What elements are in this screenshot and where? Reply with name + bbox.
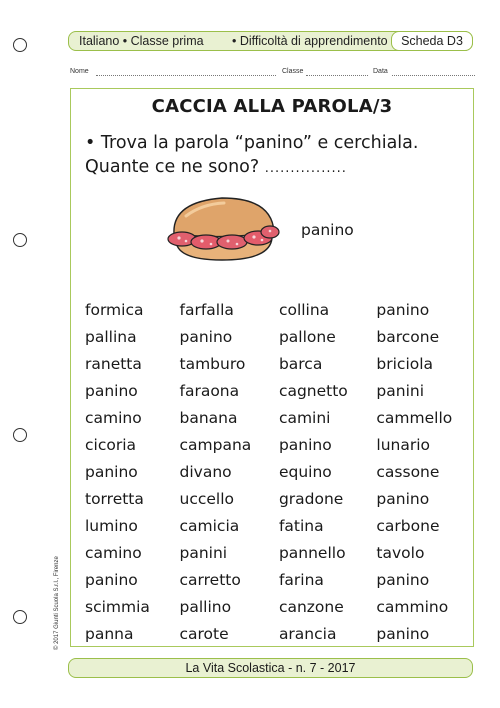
exercise-title: CACCIA ALLA PAROLA/3	[151, 96, 393, 117]
sheet-id-tag: Scheda D3	[391, 31, 473, 51]
word-cell[interactable]: banana	[179, 408, 238, 427]
word-cell[interactable]: farina	[278, 570, 324, 589]
word-cell[interactable]: ranetta	[85, 354, 142, 373]
word-cell[interactable]: carretto	[179, 570, 241, 589]
word-cell[interactable]: panini	[376, 381, 425, 400]
word-cell[interactable]: collina	[278, 300, 330, 319]
word-row	[85, 593, 465, 620]
word-cell[interactable]: cassone	[376, 462, 440, 481]
word-cell[interactable]: fatina	[278, 516, 324, 535]
student-info-row	[70, 66, 475, 80]
word-cell[interactable]: panino	[376, 489, 430, 508]
word-cell[interactable]: panino	[376, 570, 430, 589]
word-cell[interactable]: panini	[179, 543, 228, 562]
name-label: Nome	[70, 68, 89, 75]
word-cell[interactable]: faraona	[179, 381, 240, 400]
word-cell[interactable]: barcone	[376, 327, 440, 346]
word-cell[interactable]: campana	[179, 435, 252, 454]
word-cell[interactable]: arancia	[278, 624, 337, 643]
word-cell[interactable]: briciola	[376, 354, 434, 373]
worksheet-header	[68, 31, 473, 51]
word-cell[interactable]: cammello	[376, 408, 453, 427]
date-label: Data	[373, 68, 388, 75]
word-cell[interactable]: lumino	[85, 516, 138, 535]
word-cell[interactable]: camino	[85, 543, 142, 562]
word-cell[interactable]: cagnetto	[278, 381, 348, 400]
subject-label: Italiano • Classe prima	[79, 34, 204, 48]
word-cell[interactable]: panna	[85, 624, 134, 643]
word-cell[interactable]: tavolo	[376, 543, 425, 562]
word-cell[interactable]: uccello	[179, 489, 234, 508]
name-field[interactable]	[96, 67, 276, 76]
word-row	[85, 323, 465, 350]
word-cell[interactable]: farfalla	[179, 300, 234, 319]
word-cell[interactable]: scimmia	[85, 597, 150, 616]
word-cell[interactable]: camicia	[179, 516, 240, 535]
word-cell[interactable]: cicoria	[85, 435, 137, 454]
word-cell[interactable]: panino	[85, 462, 138, 481]
word-cell[interactable]: panino	[85, 570, 138, 589]
word-row	[85, 620, 465, 647]
word-cell[interactable]: equino	[278, 462, 332, 481]
word-row	[85, 458, 465, 485]
word-cell[interactable]: divano	[179, 462, 232, 481]
word-cell[interactable]: panino	[376, 624, 430, 643]
word-cell[interactable]: camini	[278, 408, 331, 427]
word-row	[85, 350, 465, 377]
word-cell[interactable]: carote	[179, 624, 229, 643]
date-field[interactable]	[392, 67, 475, 76]
answer-blank[interactable]: ................	[264, 161, 347, 176]
word-row	[85, 485, 465, 512]
word-cell[interactable]: panino	[179, 327, 233, 346]
word-cell[interactable]: tamburo	[179, 354, 246, 373]
class-label: Classe	[282, 68, 304, 75]
word-cell[interactable]: pallino	[179, 597, 232, 616]
sandwich-illustration	[162, 194, 284, 264]
copyright-notice: © 2017 Giunti Scuola S.r.l., Firenze	[54, 556, 60, 650]
magazine-footer: La Vita Scolastica - n. 7 - 2017	[68, 658, 473, 678]
word-cell[interactable]: barca	[278, 354, 323, 373]
word-cell[interactable]: panino	[278, 435, 332, 454]
word-cell[interactable]: pallone	[278, 327, 336, 346]
instruction-line-1: • Trova la parola “panino” e cerchiala.	[85, 133, 419, 153]
binder-hole-3	[13, 428, 27, 442]
word-cell[interactable]: gradone	[278, 489, 344, 508]
word-row	[85, 512, 465, 539]
target-word-label: panino	[301, 221, 354, 239]
word-row	[85, 404, 465, 431]
class-field[interactable]	[306, 67, 368, 76]
word-grid	[85, 296, 465, 647]
instruction-question: Quante ce ne sono?	[85, 157, 260, 177]
word-cell[interactable]: lunario	[376, 435, 431, 454]
word-cell[interactable]: torretta	[85, 489, 144, 508]
instruction-text	[85, 131, 465, 181]
word-row	[85, 296, 465, 323]
word-cell[interactable]: pallina	[85, 327, 137, 346]
word-row	[85, 377, 465, 404]
word-row	[85, 539, 465, 566]
word-cell[interactable]: cammino	[376, 597, 449, 616]
binder-hole-1	[13, 38, 27, 52]
binder-hole-4	[13, 610, 27, 624]
word-row	[85, 431, 465, 458]
word-cell[interactable]: carbone	[376, 516, 440, 535]
binder-hole-2	[13, 233, 27, 247]
word-cell[interactable]: pannello	[278, 543, 346, 562]
word-cell[interactable]: panino	[85, 381, 138, 400]
topic-label: • Difficoltà di apprendimento	[232, 34, 388, 48]
word-cell[interactable]: canzone	[278, 597, 344, 616]
word-cell[interactable]: camino	[85, 408, 142, 427]
word-row	[85, 566, 465, 593]
word-cell[interactable]: formica	[85, 300, 144, 319]
word-cell[interactable]: panino	[376, 300, 430, 319]
instruction-line-2	[85, 155, 465, 181]
